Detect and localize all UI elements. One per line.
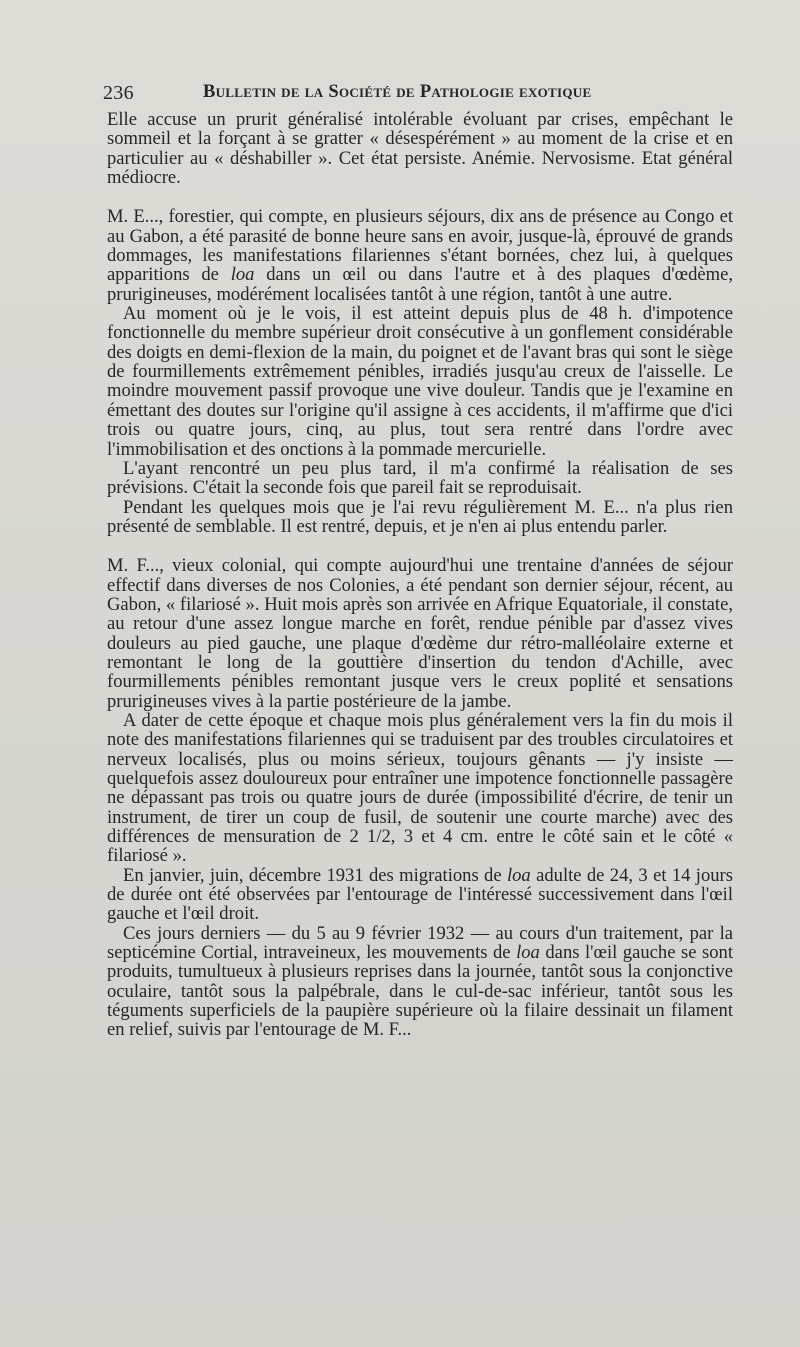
text-segment: Pendant les quelques mois que je l'ai revu régulièrement M. E... n'a plus rien présenté de semblable. Il est rentré, depuis, et je n'en ai plus entendu parler. [107,496,733,537]
paragraph-4 [107,459,733,498]
text-segment: M. F..., vieux colonial, qui compte aujourd'hui une trentaine d'années de séjour effectif dans diverses de nos Colonies, a été pendant son dernier séjour, récent, au Gabon, « filariosé ». Huit mois après son arrivée en Afrique Equatoriale, il constate, au retour d'une assez longue marche en forêt, rendue pénible par d'assez vives douleurs au pied gauche, une plaque d'œdème dur rétro-malléolaire externe et remontant le long de la gouttière d'insertion du tendon d'Achille, avec fourmillements pénibles remontant jusque vers le creux poplité et sensations prurigineuses vives à la partie postérieure de la jambe. [107,555,733,712]
paragraph-5 [107,498,733,537]
paragraph-6 [107,556,733,711]
italic-term: loa [230,264,255,286]
paragraph-9 [107,924,733,1040]
paragraph-3 [107,304,733,459]
text-segment: A dater de cette époque et chaque mois plus généralement vers la fin du mois il note des manifestations filariennes qui se traduisent par des troubles circulatoires et nerveux localisés, plus ou moins sérieux, toujours gênants — j'y insiste — quelquefois assez douloureux pour entraîner une impotence fonctionnelle passagère ne dépassant pas trois ou quatre jours de durée (impossibilité d'écrire, de tenir un instrument, de tirer un coup de fusil, de soutenir une courte marche) avec des différences de mensuration de 2 1/2, 3 et 4 cm. entre le côté sain et le côté « filariosé ». [107,709,733,867]
italic-term: loa [506,864,531,886]
italic-term: loa [516,942,540,964]
paragraph-1 [107,110,733,187]
paragraph-7 [107,711,733,866]
running-header [103,76,733,110]
running-title: Bulletin de la Société de Pathologie exotique [203,82,592,102]
text-segment: Ces jours derniers — du 5 au 9 février 1932 — au cours d'un traitement, par la septicémine Cortial, intraveineux, les mouvements de [107,922,733,964]
page-number: 236 [103,82,134,104]
paragraph-8 [107,866,733,924]
paragraph-2 [107,207,733,304]
text-segment: adulte de 24, 3 et 14 jours de durée ont été observées par l'entourage de l'intéressé successivement dans l'œil gauche et l'œil droit. [107,864,733,925]
text-segment: M. E..., forestier, qui compte, en plusieurs séjours, dix ans de présence au Congo et au Gabon, a été parasité de bonne heure sans en avoir, jusque-là, éprouvé de grands dommages, les manifestations filariennes s'étant bornées, chez lui, à quelques apparitions de [107,206,733,286]
body-text [107,110,733,1040]
text-segment: dans un œil ou dans l'autre et à des plaques d'œdème, prurigineuses, modérément localisées tantôt à une région, tantôt à une autre. [107,264,733,305]
text-segment: Au moment où je le vois, il est atteint depuis plus de 48 h. d'impotence fonctionnelle du membre supérieur droit consécutive à un gonflement considérable des doigts en demi-flexion de la main, du poignet et de l'avant bras qui sont le siège de fourmillements extrêmement pénibles, irradiés jusqu'au creux de l'aisselle. Le moindre mouvement passif provoque une vive douleur. Tandis que je l'examine en émettant des doutes sur l'origine qu'il assigne à ces accidents, il m'affirme que d'ici trois ou quatre jours, cinq, au plus, tout sera rentré dans l'ordre avec l'immobilisation et des onctions à la pommade mercurielle. [107,303,733,460]
text-segment: L'ayant rencontré un peu plus tard, il m'a confirmé la réalisation de ses prévisions. C'était la seconde fois que pareil fait se reproduisait. [107,457,733,499]
text-segment: dans l'œil gauche se sont produits, tumultueux à plusieurs reprises dans la journée, tantôt sous la conjonctive oculaire, tantôt sous la palpébrale, dans le cul-de-sac inférieur, tantôt sous les téguments superficiels de la paupière supérieure où la filaire dessinait un filament en relief, suivis par l'entourage de M. F... [107,942,734,1041]
text-segment: En janvier, juin, décembre 1931 des migrations de [123,864,507,886]
text-segment: Elle accuse un prurit généralisé intolérable évoluant par crises, empêchant le sommeil et la forçant à se gratter « désespérément » au moment de la crise et en particulier au « déshabiller ». Cet état persiste. Anémie. Nervosisme. Etat général médiocre. [107,109,733,189]
